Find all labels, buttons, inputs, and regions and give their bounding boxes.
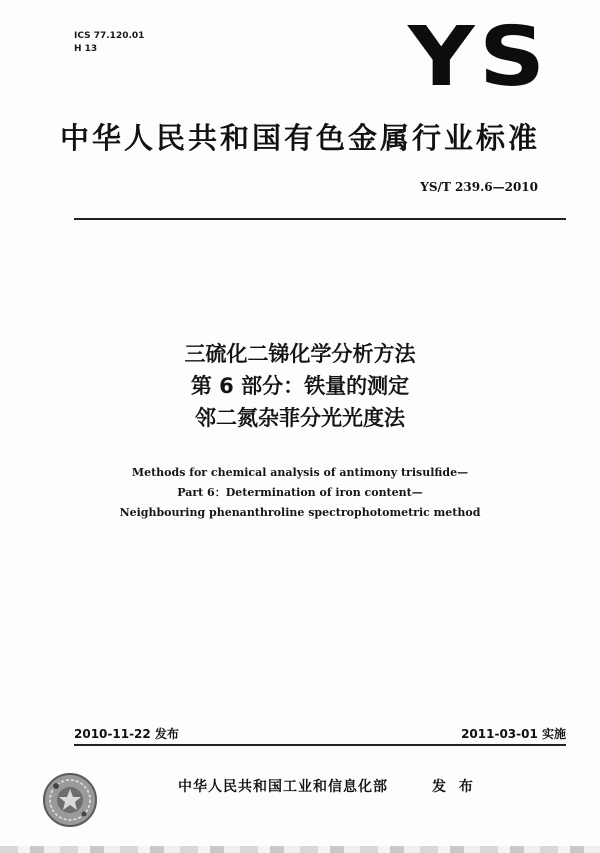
english-title-line-3: Neighbouring phenanthroline spectrophotometric method xyxy=(119,506,481,519)
chinese-title-line-1: 三硫化二锑化学分析方法 xyxy=(184,342,416,366)
chinese-title-line-3: 邻二氮杂菲分光光度法 xyxy=(195,406,405,430)
implementation-date: 2011-03-01 实施 xyxy=(461,727,566,741)
publisher-name: 中华人民共和国工业和信息化部 xyxy=(178,779,388,795)
publish-label: 发 布 xyxy=(432,779,477,795)
chinese-title-line-2: 第 6 部分：铁量的测定 xyxy=(190,374,410,398)
classification-codes xyxy=(74,30,144,56)
chinese-title xyxy=(0,338,600,434)
english-title xyxy=(0,463,600,523)
ys-logo: YS xyxy=(408,10,550,105)
english-title-line-1: Methods for chemical analysis of antimony trisulfide— xyxy=(131,466,469,479)
ccs-code: H 13 xyxy=(74,44,98,54)
top-divider xyxy=(74,218,566,220)
standard-number: YS/T 239.6—2010 xyxy=(420,180,538,194)
ics-code: ICS 77.120.01 xyxy=(74,31,145,41)
english-title-line-2: Part 6：Determination of iron content— xyxy=(177,486,423,499)
bottom-divider xyxy=(74,744,566,746)
industry-standard-title: 中华人民共和国有色金属行业标准 xyxy=(59,121,540,155)
issue-date: 2010-11-22 发布 xyxy=(74,727,179,741)
seal-icon xyxy=(42,772,98,828)
scan-edge-artifact xyxy=(0,846,600,853)
